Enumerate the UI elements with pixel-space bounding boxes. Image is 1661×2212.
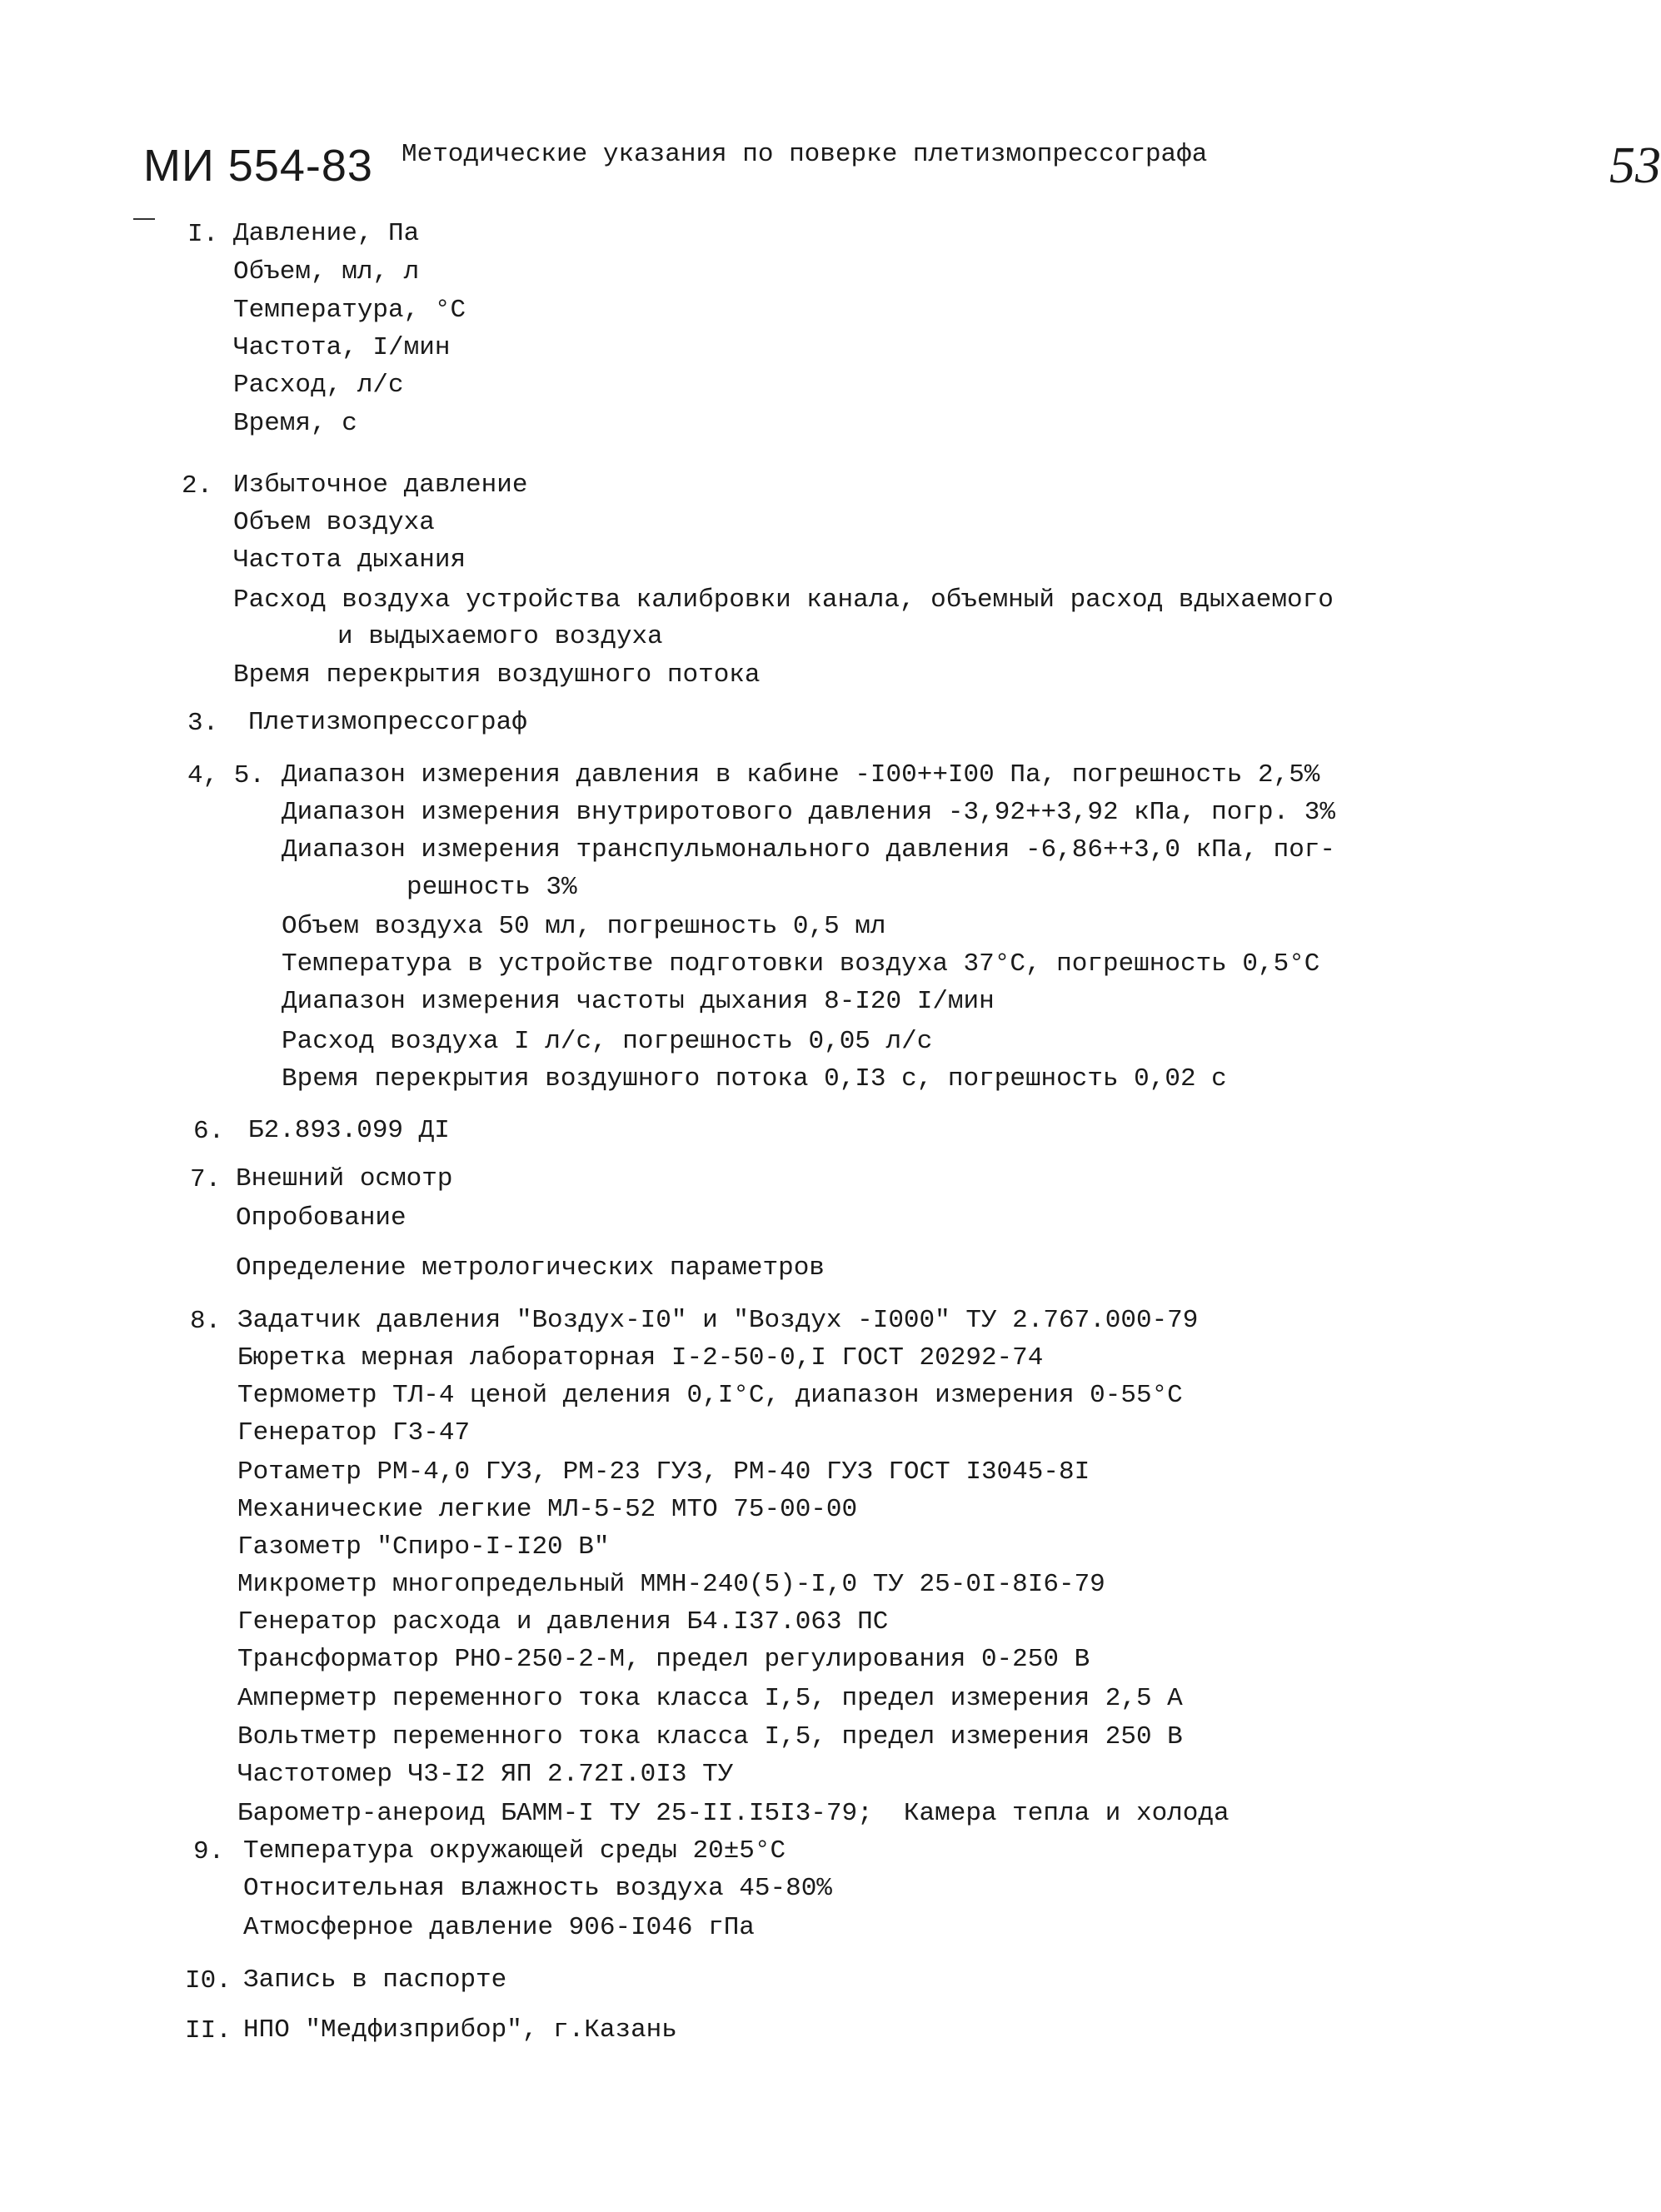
section-line: Атмосферное давление 906-I046 гПа [243,1913,755,1942]
section-line: Механические легкие МЛ-5-52 МТО 75-00-00 [237,1495,858,1524]
section-line: Диапазон измерения транспульмонального давления -6,86++3,0 кПа, пог- [282,835,1336,864]
section-line: решность 3% [407,873,577,902]
section-line: Запись в паспорте [243,1965,507,1995]
section-number: 2. [182,471,213,501]
document-code: МИ 554-83 [143,141,373,191]
section-number: II. [185,2016,232,2045]
section-line: Термометр ТЛ-4 ценой деления 0,I°С, диапазон измерения 0-55°С [237,1381,1183,1410]
section-line: Опробование [236,1203,407,1233]
section-line: Относительная влажность воздуха 45-80% [243,1874,832,1903]
section-line: Диапазон измерения давления в кабине -I00++I00 Па, погрешность 2,5% [282,760,1320,790]
section-line: Ротаметр РМ-4,0 ГУЗ, РМ-23 ГУЗ, РМ-40 ГУЗ ГОСТ I3045-8I [237,1457,1090,1487]
section-line: Б2.893.099 ДI [248,1116,450,1145]
section-number: I. [187,220,219,249]
section-line: Время перекрытия воздушного потока 0,I3 с, погрешность 0,02 с [282,1064,1227,1094]
section-number: I0. [185,1966,232,1995]
section-line: Расход воздуха I л/с, погрешность 0,05 л/с [282,1027,933,1056]
section-line: Избыточное давление [233,471,528,500]
section-line: Температура, °С [233,296,466,325]
section-number: 3. [187,709,219,738]
section-line: Время перекрытия воздушного потока [233,660,761,690]
section-line: Микрометр многопредельный ММН-240(5)-I,0 ТУ 25-0I-8I6-79 [237,1570,1105,1599]
section-line: Амперметр переменного тока класса I,5, предел измерения 2,5 А [237,1684,1183,1713]
section-line: Объем воздуха [233,508,435,537]
section-line: Газометр "Спиро-I-I20 В" [237,1532,610,1562]
section-number: 6. [193,1117,225,1146]
section-line: и выдыхаемого воздуха [337,622,663,651]
section-number: 7. [190,1165,222,1194]
section-line: Температура окружающей среды 20±5°С [243,1836,786,1866]
section-number: 8. [190,1307,222,1336]
section-line: Объем воздуха 50 мл, погрешность 0,5 мл [282,912,886,941]
section-line: Барометр-анероид БАММ-I ТУ 25-II.I5I3-79; Камера тепла и холода [237,1799,1230,1828]
section-line: НПО "Медфизприбор", г.Казань [243,2015,677,2045]
section-line: Частотомер Ч3-I2 ЯП 2.72I.0I3 ТУ [237,1760,734,1789]
section-line: Генератор Г3-47 [237,1418,471,1447]
margin-mark [133,218,155,220]
section-number: 4, 5. [187,761,266,790]
section-line: Внешний осмотр [236,1164,453,1193]
section-line: Трансформатор РНО-250-2-М, предел регулирования 0-250 В [237,1645,1090,1674]
page-header [143,137,1661,198]
section-line: Бюретка мерная лабораторная I-2-50-0,I ГОСТ 20292-74 [237,1343,1044,1373]
document-title: Методические указания по поверке плетизмопрессографа [402,140,1208,169]
section-line: Диапазон измерения внутриротового давления -3,92++3,92 кПа, погр. 3% [282,798,1336,827]
section-line: Время, с [233,409,357,438]
section-number: 9. [193,1837,225,1866]
section-line: Расход воздуха устройства калибровки канала, объемный расход вдыхаемого [233,585,1334,615]
section-line: Генератор расхода и давления Б4.I37.063 ПС [237,1607,889,1637]
section-line: Частота, I/мин [233,333,451,362]
page-number: 53 [1609,137,1661,194]
section-line: Диапазон измерения частоты дыхания 8-I20 I/мин [282,987,995,1016]
section-line: Давление, Па [233,219,420,248]
section-line: Частота дыхания [233,546,466,575]
section-line: Расход, л/с [233,371,404,400]
section-line: Вольтметр переменного тока класса I,5, предел измерения 250 В [237,1722,1183,1751]
section-line: Объем, мл, л [233,257,420,286]
section-line: Плетизмопрессограф [248,708,527,737]
section-line: Определение метрологических параметров [236,1253,825,1283]
section-line: Задатчик давления "Воздух-I0" и "Воздух -I000" ТУ 2.767.000-79 [237,1306,1199,1335]
section-line: Температура в устройстве подготовки воздуха 37°С, погрешность 0,5°С [282,949,1320,979]
